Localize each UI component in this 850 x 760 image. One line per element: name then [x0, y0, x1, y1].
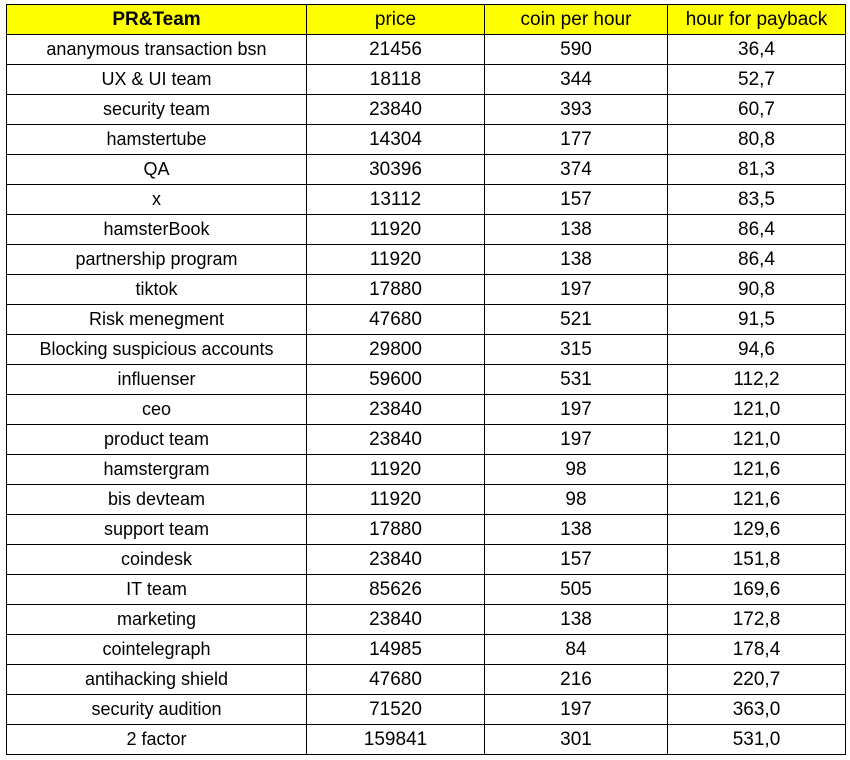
price-cell[interactable]: 11920: [307, 485, 485, 515]
price-cell[interactable]: 14304: [307, 125, 485, 155]
coin-per-hour-cell[interactable]: 84: [485, 635, 668, 665]
table-row: [7, 725, 846, 755]
name-cell[interactable]: x: [7, 185, 307, 215]
table-row: [7, 35, 846, 65]
table-row: [7, 635, 846, 665]
table-row: [7, 665, 846, 695]
payback-hours-cell[interactable]: 36,4: [668, 35, 846, 65]
payback-table: [6, 4, 846, 755]
coin-per-hour-cell[interactable]: 521: [485, 305, 668, 335]
price-cell[interactable]: 29800: [307, 335, 485, 365]
name-cell[interactable]: influenser: [7, 365, 307, 395]
price-cell[interactable]: 23840: [307, 545, 485, 575]
coin-per-hour-cell[interactable]: 197: [485, 425, 668, 455]
header-cell-price[interactable]: price: [307, 5, 485, 35]
price-cell[interactable]: 11920: [307, 455, 485, 485]
price-cell[interactable]: 23840: [307, 605, 485, 635]
coin-per-hour-cell[interactable]: 138: [485, 605, 668, 635]
payback-hours-cell[interactable]: 151,8: [668, 545, 846, 575]
table-row: [7, 245, 846, 275]
price-cell[interactable]: 17880: [307, 515, 485, 545]
payback-hours-cell[interactable]: 86,4: [668, 215, 846, 245]
name-cell[interactable]: hamstertube: [7, 125, 307, 155]
payback-hours-cell[interactable]: 121,0: [668, 425, 846, 455]
coin-per-hour-cell[interactable]: 98: [485, 485, 668, 515]
payback-hours-cell[interactable]: 81,3: [668, 155, 846, 185]
table-row: [7, 425, 846, 455]
table-row: [7, 455, 846, 485]
table-row: [7, 575, 846, 605]
payback-hours-cell[interactable]: 172,8: [668, 605, 846, 635]
payback-hours-cell[interactable]: 112,2: [668, 365, 846, 395]
coin-per-hour-cell[interactable]: 138: [485, 515, 668, 545]
coin-per-hour-cell[interactable]: 374: [485, 155, 668, 185]
table-row: [7, 695, 846, 725]
table-row: [7, 275, 846, 305]
coin-per-hour-cell[interactable]: 197: [485, 275, 668, 305]
name-cell[interactable]: ananymous transaction bsn: [7, 35, 307, 65]
payback-hours-cell[interactable]: 80,8: [668, 125, 846, 155]
payback-hours-cell[interactable]: 363,0: [668, 695, 846, 725]
payback-hours-cell[interactable]: 129,6: [668, 515, 846, 545]
payback-hours-cell[interactable]: 90,8: [668, 275, 846, 305]
coin-per-hour-cell[interactable]: 157: [485, 545, 668, 575]
payback-hours-cell[interactable]: 83,5: [668, 185, 846, 215]
payback-hours-cell[interactable]: 86,4: [668, 245, 846, 275]
price-cell[interactable]: 17880: [307, 275, 485, 305]
name-cell[interactable]: security audition: [7, 695, 307, 725]
price-cell[interactable]: 11920: [307, 245, 485, 275]
header-cell-coin-per-hour[interactable]: coin per hour: [485, 5, 668, 35]
table-row: [7, 365, 846, 395]
table-row: [7, 335, 846, 365]
price-cell[interactable]: 59600: [307, 365, 485, 395]
name-cell[interactable]: ceo: [7, 395, 307, 425]
table-row: [7, 605, 846, 635]
name-cell[interactable]: 2 factor: [7, 725, 307, 755]
coin-per-hour-cell[interactable]: 157: [485, 185, 668, 215]
coin-per-hour-cell[interactable]: 138: [485, 245, 668, 275]
name-cell[interactable]: Risk menegment: [7, 305, 307, 335]
coin-per-hour-cell[interactable]: 98: [485, 455, 668, 485]
payback-hours-cell[interactable]: 531,0: [668, 725, 846, 755]
price-cell[interactable]: 47680: [307, 305, 485, 335]
table-row: [7, 545, 846, 575]
name-cell[interactable]: IT team: [7, 575, 307, 605]
payback-hours-cell[interactable]: 178,4: [668, 635, 846, 665]
coin-per-hour-cell[interactable]: 301: [485, 725, 668, 755]
name-cell[interactable]: QA: [7, 155, 307, 185]
table-row: [7, 215, 846, 245]
coin-per-hour-cell[interactable]: 344: [485, 65, 668, 95]
payback-hours-cell[interactable]: 121,6: [668, 455, 846, 485]
table-row: [7, 65, 846, 95]
price-cell[interactable]: 71520: [307, 695, 485, 725]
header-cell-name[interactable]: PR&Team: [7, 5, 307, 35]
name-cell[interactable]: marketing: [7, 605, 307, 635]
name-cell[interactable]: antihacking shield: [7, 665, 307, 695]
table-body: [7, 35, 846, 755]
payback-hours-cell[interactable]: 94,6: [668, 335, 846, 365]
price-cell[interactable]: 23840: [307, 95, 485, 125]
payback-hours-cell[interactable]: 220,7: [668, 665, 846, 695]
price-cell[interactable]: 13112: [307, 185, 485, 215]
price-cell[interactable]: 18118: [307, 65, 485, 95]
payback-hours-cell[interactable]: 91,5: [668, 305, 846, 335]
name-cell[interactable]: hamsterBook: [7, 215, 307, 245]
table-row: [7, 395, 846, 425]
price-cell[interactable]: 11920: [307, 215, 485, 245]
payback-hours-cell[interactable]: 121,0: [668, 395, 846, 425]
coin-per-hour-cell[interactable]: 197: [485, 395, 668, 425]
name-cell[interactable]: security team: [7, 95, 307, 125]
name-cell[interactable]: partnership program: [7, 245, 307, 275]
payback-hours-cell[interactable]: 60,7: [668, 95, 846, 125]
header-cell-hour-for-payback[interactable]: hour for payback: [668, 5, 846, 35]
price-cell[interactable]: 47680: [307, 665, 485, 695]
name-cell[interactable]: bis devteam: [7, 485, 307, 515]
price-cell[interactable]: 85626: [307, 575, 485, 605]
table-row: [7, 305, 846, 335]
payback-hours-cell[interactable]: 169,6: [668, 575, 846, 605]
table-row: [7, 125, 846, 155]
payback-hours-cell[interactable]: 121,6: [668, 485, 846, 515]
name-cell[interactable]: cointelegraph: [7, 635, 307, 665]
coin-per-hour-cell[interactable]: 177: [485, 125, 668, 155]
coin-per-hour-cell[interactable]: 505: [485, 575, 668, 605]
name-cell[interactable]: product team: [7, 425, 307, 455]
coin-per-hour-cell[interactable]: 531: [485, 365, 668, 395]
name-cell[interactable]: tiktok: [7, 275, 307, 305]
coin-per-hour-cell[interactable]: 393: [485, 95, 668, 125]
coin-per-hour-cell[interactable]: 590: [485, 35, 668, 65]
table-row: [7, 185, 846, 215]
name-cell[interactable]: Blocking suspicious accounts: [7, 335, 307, 365]
price-cell[interactable]: 21456: [307, 35, 485, 65]
name-cell[interactable]: coindesk: [7, 545, 307, 575]
price-cell[interactable]: 30396: [307, 155, 485, 185]
coin-per-hour-cell[interactable]: 197: [485, 695, 668, 725]
price-cell[interactable]: 23840: [307, 425, 485, 455]
name-cell[interactable]: UX & UI team: [7, 65, 307, 95]
table-row: [7, 515, 846, 545]
coin-per-hour-cell[interactable]: 315: [485, 335, 668, 365]
price-cell[interactable]: 14985: [307, 635, 485, 665]
price-cell[interactable]: 159841: [307, 725, 485, 755]
payback-hours-cell[interactable]: 52,7: [668, 65, 846, 95]
header-row: [7, 5, 846, 35]
coin-per-hour-cell[interactable]: 216: [485, 665, 668, 695]
coin-per-hour-cell[interactable]: 138: [485, 215, 668, 245]
name-cell[interactable]: hamstergram: [7, 455, 307, 485]
table-row: [7, 485, 846, 515]
table-row: [7, 155, 846, 185]
name-cell[interactable]: support team: [7, 515, 307, 545]
price-cell[interactable]: 23840: [307, 395, 485, 425]
table-row: [7, 95, 846, 125]
